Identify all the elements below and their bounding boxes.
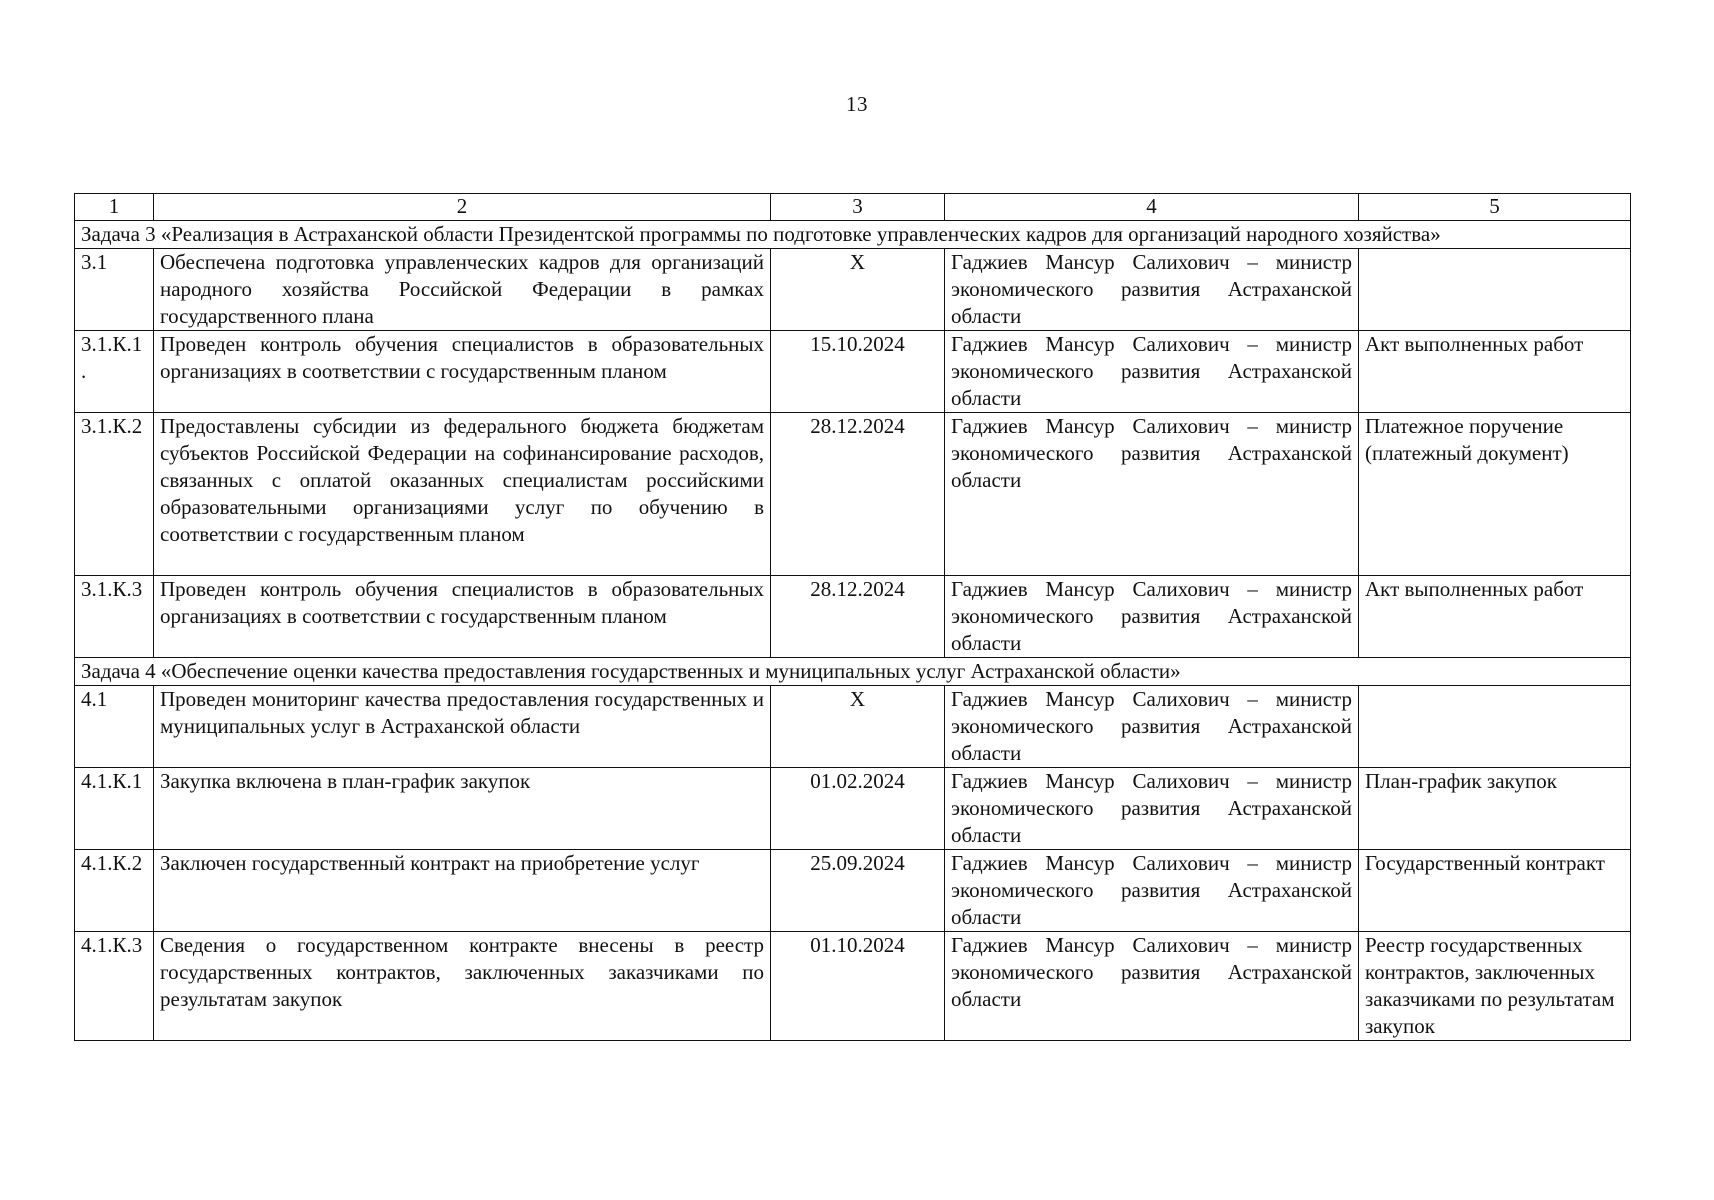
item-date: 28.12.2024 xyxy=(771,576,945,658)
item-responsible: Гаджиев Мансур Салихович – министр экономического развития Астраханской области xyxy=(945,576,1359,658)
item-number: 4.1 xyxy=(75,686,154,768)
item-number: 4.1.К.2 xyxy=(75,850,154,932)
item-date: 28.12.2024 xyxy=(771,413,945,576)
item-date: 01.10.2024 xyxy=(771,932,945,1041)
item-document: Акт выполненных работ xyxy=(1359,331,1631,413)
task-heading-row xyxy=(75,658,1631,686)
item-number: 3.1 xyxy=(75,249,154,331)
page-number: 13 xyxy=(846,92,868,116)
item-description: Заключен государственный контракт на приобретение услуг xyxy=(154,850,771,932)
item-responsible: Гаджиев Мансур Салихович – министр экономического развития Астраханской области xyxy=(945,768,1359,850)
column-number-row xyxy=(75,194,1631,221)
item-description: Сведения о государственном контракте внесены в реестр государственных контрактов, заключенных заказчиками по результатам закупок xyxy=(154,932,771,1041)
item-number: 3.1.К.2 xyxy=(75,413,154,576)
item-date: 25.09.2024 xyxy=(771,850,945,932)
item-document xyxy=(1359,249,1631,331)
task-heading: Задача 3 «Реализация в Астраханской области Президентской программы по подготовке управленческих кадров для организаций народного хозяйства» xyxy=(75,221,1631,249)
table-row xyxy=(75,686,1631,768)
item-document: План-график закупок xyxy=(1359,768,1631,850)
item-document: Акт выполненных работ xyxy=(1359,576,1631,658)
table-row xyxy=(75,413,1631,576)
item-number: 3.1.К.1 . xyxy=(75,331,154,413)
item-responsible: Гаджиев Мансур Салихович – министр экономического развития Астраханской области xyxy=(945,249,1359,331)
item-description: Проведен контроль обучения специалистов в образовательных организациях в соответствии с государственным планом xyxy=(154,576,771,658)
item-document: Реестр государственных контрактов, заключенных заказчиками по результатам закупок xyxy=(1359,932,1631,1041)
table-row xyxy=(75,249,1631,331)
item-description: Проведен мониторинг качества предоставления государственных и муниципальных услуг в Астраханской области xyxy=(154,686,771,768)
item-document: Государственный контракт xyxy=(1359,850,1631,932)
item-document: Платежное поручение (платежный документ) xyxy=(1359,413,1631,576)
table-row xyxy=(75,850,1631,932)
item-date: X xyxy=(771,249,945,331)
column-number: 4 xyxy=(945,194,1359,221)
item-responsible: Гаджиев Мансур Салихович – министр экономического развития Астраханской области xyxy=(945,850,1359,932)
task-heading-row xyxy=(75,221,1631,249)
table-row xyxy=(75,768,1631,850)
item-description: Закупка включена в план-график закупок xyxy=(154,768,771,850)
plan-table xyxy=(74,193,1631,1041)
item-responsible: Гаджиев Мансур Салихович – министр экономического развития Астраханской области xyxy=(945,686,1359,768)
column-number: 3 xyxy=(771,194,945,221)
item-document xyxy=(1359,686,1631,768)
item-date: 15.10.2024 xyxy=(771,331,945,413)
item-date: 01.02.2024 xyxy=(771,768,945,850)
item-description: Обеспечена подготовка управленческих кадров для организаций народного хозяйства Российской Федерации в рамках государственного плана xyxy=(154,249,771,331)
item-description: Проведен контроль обучения специалистов в образовательных организациях в соответствии с государственным планом xyxy=(154,331,771,413)
table-row xyxy=(75,576,1631,658)
item-description: Предоставлены субсидии из федерального бюджета бюджетам субъектов Российской Федерации на софинансирование расходов, связанных с оплатой оказанных специалистам российскими образовательными организациями услуг по обучению в соответствии с государственным планом xyxy=(154,413,771,576)
item-number: 3.1.К.3 xyxy=(75,576,154,658)
column-number: 2 xyxy=(154,194,771,221)
item-date: X xyxy=(771,686,945,768)
item-responsible: Гаджиев Мансур Салихович – министр экономического развития Астраханской области xyxy=(945,932,1359,1041)
table-row xyxy=(75,932,1631,1041)
column-number: 5 xyxy=(1359,194,1631,221)
column-number: 1 xyxy=(75,194,154,221)
item-number: 4.1.К.3 xyxy=(75,932,154,1041)
task-heading: Задача 4 «Обеспечение оценки качества предоставления государственных и муниципальных услуг Астраханской области» xyxy=(75,658,1631,686)
table-row xyxy=(75,331,1631,413)
item-responsible: Гаджиев Мансур Салихович – министр экономического развития Астраханской области xyxy=(945,413,1359,576)
item-responsible: Гаджиев Мансур Салихович – министр экономического развития Астраханской области xyxy=(945,331,1359,413)
item-number: 4.1.К.1 xyxy=(75,768,154,850)
